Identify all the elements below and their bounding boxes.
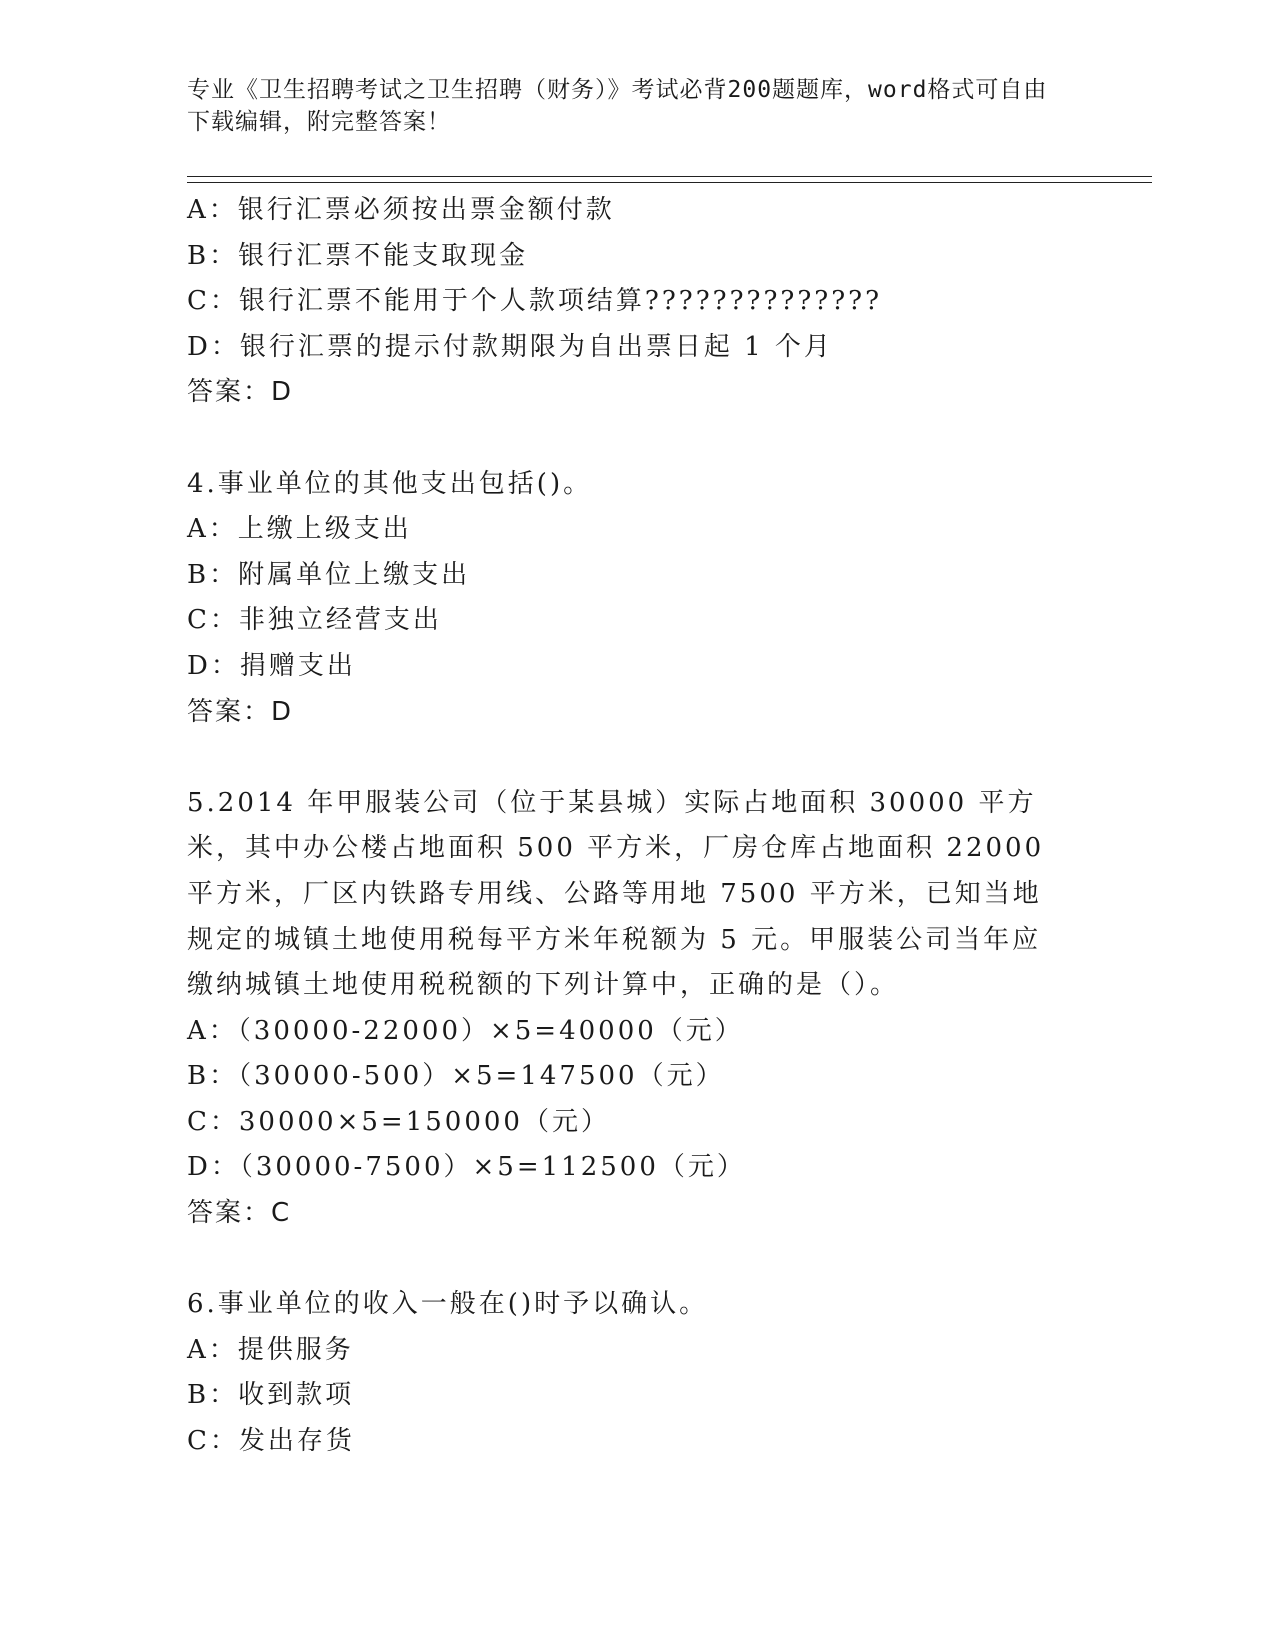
answer: 答案：C <box>187 1198 292 1229</box>
option-a: A：（30000-22000）×5=40000（元） <box>187 1015 744 1046</box>
answer: 答案：D <box>187 377 294 408</box>
question-4 <box>187 462 1087 736</box>
option-b: B：收到款项 <box>187 1380 355 1411</box>
document-header: 专业《卫生招聘考试之卫生招聘（财务）》考试必背200题题库，word格式可自由下载编辑，附完整答案！ <box>187 77 1048 135</box>
option-d: D：（30000-7500）×5=112500（元） <box>187 1152 746 1183</box>
option-c: C：非独立经营支出 <box>187 605 442 636</box>
spacer <box>187 416 1087 462</box>
option-a: A：提供服务 <box>187 1334 354 1365</box>
header-rule-bottom <box>187 182 1152 183</box>
option-b: B：银行汇票不能支取现金 <box>187 240 529 271</box>
spacer <box>187 1237 1087 1283</box>
question-stem: 5.2014 年甲服装公司（位于某县城）实际占地面积 30000 平方米，其中办公楼占地面积 500 平方米，厂房仓库占地面积 22000 平方米，厂区内铁路专用线、公路等用地 7500 平方米，已知当地规定的城镇土地使用税每平方米年税额为 5 元。甲服装公司当年应缴纳城镇土地使用税税额的下列计算中，正确的是（）。 <box>187 787 1045 1001</box>
option-d: D：捐赠支出 <box>187 650 356 681</box>
question-list <box>187 188 1087 1465</box>
header-rule-top <box>187 176 1152 177</box>
option-c: C：银行汇票不能用于个人款项结算?????????????? <box>187 286 883 317</box>
spacer <box>187 735 1087 781</box>
option-b: B：（30000-500）×5=147500（元） <box>187 1061 725 1092</box>
option-a: A：上缴上级支出 <box>187 514 412 545</box>
question-5 <box>187 781 1087 1237</box>
question-6 <box>187 1282 1087 1464</box>
option-c: C：30000×5=150000（元） <box>187 1106 610 1137</box>
question-stem: 4.事业单位的其他支出包括()。 <box>187 468 593 499</box>
question-3 <box>187 188 1087 416</box>
answer: 答案：D <box>187 696 294 727</box>
option-c: C：发出存货 <box>187 1426 355 1457</box>
question-stem: 6.事业单位的收入一般在()时予以确认。 <box>187 1289 709 1320</box>
option-a: A：银行汇票必须按出票金额付款 <box>187 195 615 225</box>
option-d: D：银行汇票的提示付款期限为自出票日起 1 个月 <box>187 331 833 362</box>
option-b: B：附属单位上缴支出 <box>187 559 471 590</box>
